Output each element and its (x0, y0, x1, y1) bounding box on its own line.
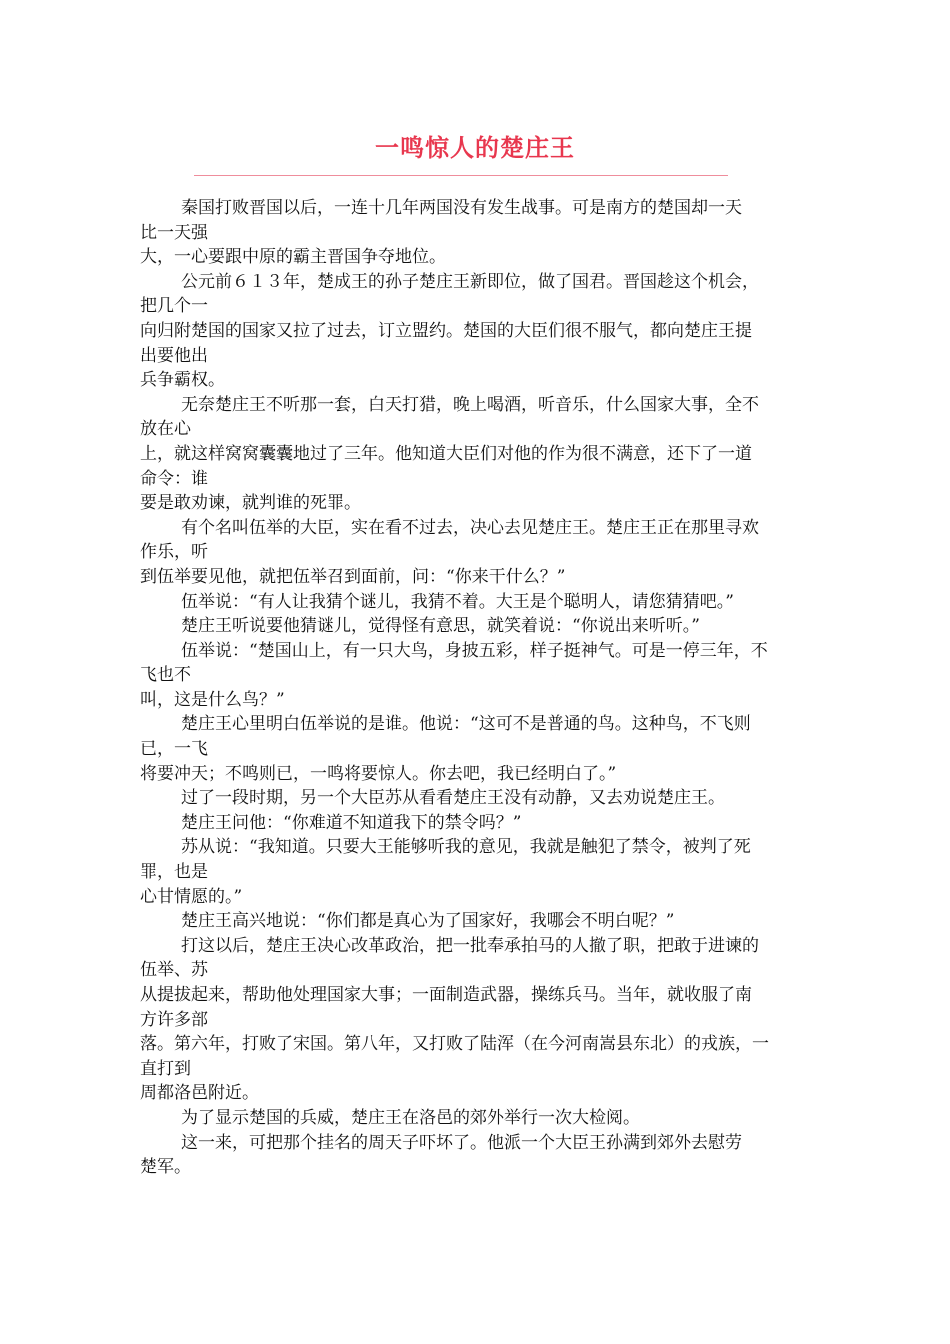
text-line: 命令：谁 (140, 468, 208, 489)
text-line: 兵争霸权。 (140, 370, 225, 391)
text-line: 叫，这是什么鸟？” (140, 689, 285, 710)
article-body (140, 196, 820, 1180)
title-divider (194, 175, 728, 176)
text-line: 有个名叫伍举的大臣，实在看不过去，决心去见楚庄王。楚庄王正在那里寻欢 (181, 517, 759, 538)
text-line: 楚庄王问他：“你难道不知道我下的禁令吗？” (181, 812, 522, 833)
text-line: 向归附楚国的国家又拉了过去，订立盟约。楚国的大臣们很不服气，都向楚庄王提 (140, 320, 752, 341)
text-line: 伍举说：“楚国山上，有一只大鸟，身披五彩，样子挺神气。可是一停三年，不 (181, 640, 768, 661)
text-line: 飞也不 (140, 665, 191, 686)
text-line: 直打到 (140, 1058, 191, 1079)
text-line: 这一来，可把那个挂名的周天子吓坏了。他派一个大臣王孙满到郊外去慰劳 (181, 1132, 742, 1153)
text-line: 心甘情愿的。” (140, 886, 243, 907)
text-line: 楚庄王高兴地说：“你们都是真心为了国家好，我哪会不明白呢？” (181, 911, 675, 932)
text-line: 从提拔起来，帮助他处理国家大事；一面制造武器，操练兵马。当年，就收服了南 (140, 985, 752, 1005)
text-line: 周都洛邑附近。 (140, 1083, 259, 1104)
text-line: 出要他出 (140, 345, 208, 366)
text-line: 秦国打败晋国以后，一连十几年两国没有发生战事。可是南方的楚国却一天 (181, 198, 742, 218)
text-line: 罪，也是 (140, 862, 208, 883)
text-line: 比一天强 (140, 222, 208, 243)
text-line: 楚庄王心里明白伍举说的是谁。他说：“这可不是普通的鸟。这种鸟，不飞则 (181, 714, 751, 735)
text-line: 公元前６１３年，楚成王的孙子楚庄王新即位，做了国君。晋国趁这个机会， (181, 271, 759, 292)
text-line: 落。第六年，打败了宋国。第八年，又打败了陆浑（在今河南嵩县东北）的戎族，一 (140, 1034, 769, 1055)
text-line: 过了一段时期，另一个大臣苏从看看楚庄王没有动静，又去劝说楚庄王。 (181, 788, 725, 809)
text-line: 把几个一 (140, 296, 208, 317)
text-line: 将要冲天；不鸣则已，一鸣将要惊人。你去吧，我已经明白了。” (140, 763, 617, 784)
text-line: 要是敢劝谏，就判谁的死罪。 (140, 493, 361, 514)
text-line: 方许多部 (140, 1009, 208, 1030)
text-line: 已，一飞 (140, 739, 208, 760)
text-line: 放在心 (140, 419, 191, 440)
text-line: 楚庄王听说要他猜谜儿，觉得怪有意思，就笑着说：“你说出来听听。” (181, 616, 700, 637)
text-line: 大，一心要跟中原的霸主晋国争夺地位。 (140, 247, 446, 268)
text-line: 到伍举要见他，就把伍举召到面前，问：“你来干什么？” (140, 566, 566, 587)
text-line: 打这以后，楚庄王决心改革政治，把一批奉承拍马的人撤了职，把敢于进谏的 (181, 935, 759, 956)
text-line: 为了显示楚国的兵威，楚庄王在洛邑的郊外举行一次大检阅。 (181, 1107, 640, 1128)
text-line: 作乐，听 (140, 542, 208, 563)
text-line: 楚军。 (140, 1157, 191, 1178)
text-line: 伍举说：“有人让我猜个谜儿，我猜不着。大王是个聪明人，请您猜猜吧。” (181, 591, 734, 612)
text-line: 伍举、苏 (140, 960, 208, 981)
document-title: 一鸣惊人的楚庄王 (375, 133, 575, 162)
text-line: 上，就这样窝窝囊囊地过了三年。他知道大臣们对他的作为很不满意，还下了一道 (140, 443, 752, 464)
text-line: 无奈楚庄王不听那一套，白天打猎，晚上喝酒，听音乐，什么国家大事，全不 (181, 394, 759, 415)
text-line: 苏从说：“我知道。只要大王能够听我的意见，我就是触犯了禁令，被判了死 (181, 837, 751, 858)
